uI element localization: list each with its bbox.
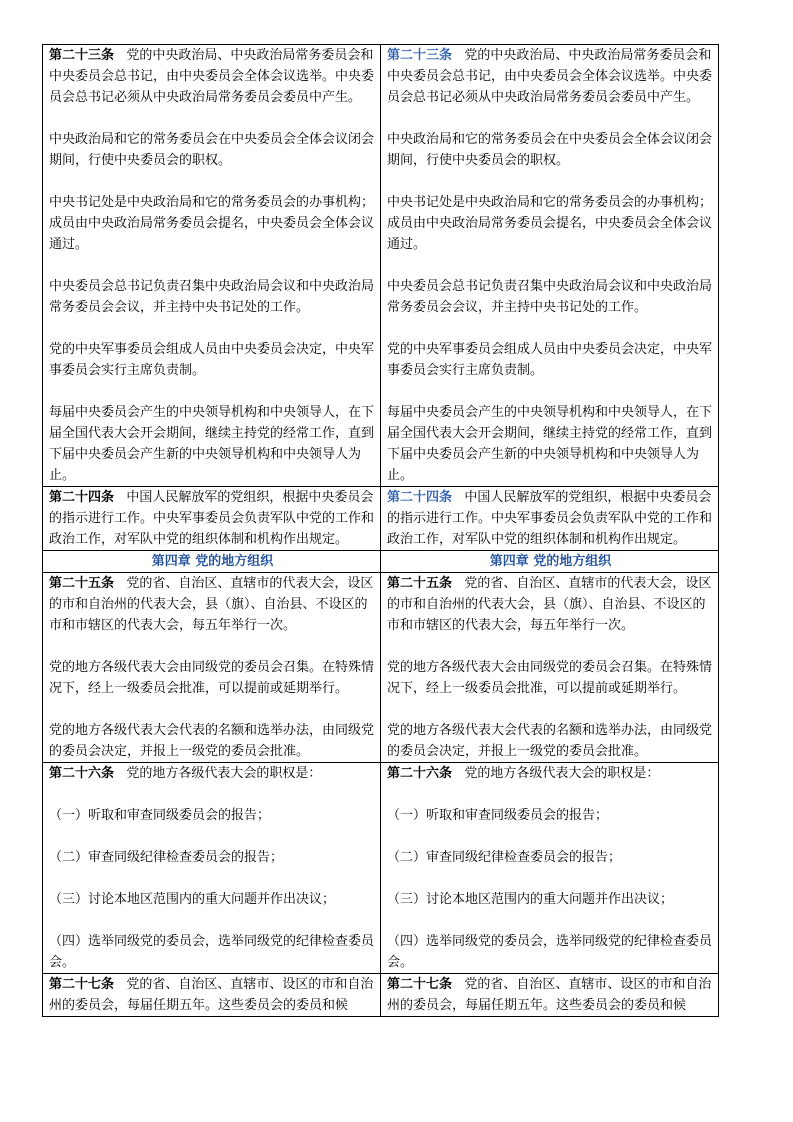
list-item: （四）选举同级党的委员会，选举同级党的纪律检查委员会。 xyxy=(387,934,713,970)
list-item: （一）听取和审查同级委员会的报告； xyxy=(387,808,609,823)
article-label: 第二十四条 xyxy=(387,490,453,505)
left-cell xyxy=(43,45,381,487)
article-label: 第二十七条 xyxy=(49,977,115,992)
article-paragraph: 中央政治局和它的常务委员会在中央委员会全体会议闭会期间，行使中央委员会的职权。 xyxy=(387,132,713,168)
article-paragraph: 党的地方各级代表大会代表的名额和选举办法，由同级党的委员会决定，并报上一级党的委员会批准。 xyxy=(387,723,713,759)
article-label: 第二十六条 xyxy=(387,766,453,781)
article-paragraph: 中央书记处是中央政治局和它的常务委员会的办事机构；成员由中央政治局常务委员会提名，中央委员会全体会议通过。 xyxy=(49,195,375,252)
article-paragraph: 中央委员会总书记负责召集中央政治局会议和中央政治局常务委员会会议，并主持中央书记处的工作。 xyxy=(387,279,713,315)
list-item: （三）讨论本地区范围内的重大问题并作出决议； xyxy=(49,892,336,907)
article-paragraph: 第二十七条 党的省、自治区、直辖市、设区的市和自治州的委员会，每届任期五年。这些委员会的委员和候 xyxy=(49,977,374,1013)
article-paragraph: 党的中央军事委员会组成人员由中央委员会决定，中央军事委员会实行主席负责制。 xyxy=(49,342,375,378)
article-paragraph: 第二十三条 党的中央政治局、中央政治局常务委员会和中央委员会总书记，由中央委员会全体会议选举。中央委员会总书记必须从中央政治局常务委员会委员中产生。 xyxy=(387,48,713,105)
article-paragraph: 每届中央委员会产生的中央领导机构和中央领导人，在下届全国代表大会开会期间，继续主持党的经常工作，直到下届中央委员会产生新的中央领导机构和中央领导人为止。 xyxy=(49,405,375,483)
right-cell xyxy=(381,487,719,551)
left-cell xyxy=(43,763,381,974)
article-paragraph: 中央书记处是中央政治局和它的常务委员会的办事机构；成员由中央政治局常务委员会提名，中央委员会全体会议通过。 xyxy=(387,195,713,252)
chapter-heading: 第四章 党的地方组织 xyxy=(381,551,719,573)
article-paragraph: 第二十七条 党的省、自治区、直辖市、设区的市和自治州的委员会，每届任期五年。这些委员会的委员和候 xyxy=(387,977,712,1013)
article-paragraph: 中央政治局和它的常务委员会在中央委员会全体会议闭会期间，行使中央委员会的职权。 xyxy=(49,132,375,168)
right-cell xyxy=(381,974,719,1017)
article-paragraph: 第二十四条 中国人民解放军的党组织，根据中央委员会的指示进行工作。中央军事委员会负责军队中党的工作和政治工作，对军队中党的组织体制和机构作出规定。 xyxy=(49,490,375,547)
article-paragraph: 第二十六条 党的地方各级代表大会的职权是： xyxy=(49,766,322,781)
table-row xyxy=(43,974,719,1017)
article-paragraph: 第二十三条 党的中央政治局、中央政治局常务委员会和中央委员会总书记，由中央委员会全体会议选举。中央委员会总书记必须从中央政治局常务委员会委员中产生。 xyxy=(49,48,375,105)
list-item: （二）审查同级纪律检查委员会的报告； xyxy=(387,850,622,865)
comparison-table xyxy=(42,44,719,1017)
table-row xyxy=(43,573,719,763)
article-label: 第二十三条 xyxy=(49,48,115,63)
article-label: 第二十七条 xyxy=(387,977,453,992)
article-paragraph: 每届中央委员会产生的中央领导机构和中央领导人，在下届全国代表大会开会期间，继续主持党的经常工作，直到下届中央委员会产生新的中央领导机构和中央领导人为止。 xyxy=(387,405,713,483)
table-row xyxy=(43,45,719,487)
article-label: 第二十五条 xyxy=(387,576,453,591)
list-item: （三）讨论本地区范围内的重大问题并作出决议； xyxy=(387,892,674,907)
right-cell xyxy=(381,763,719,974)
article-paragraph: 中央委员会总书记负责召集中央政治局会议和中央政治局常务委员会会议，并主持中央书记处的工作。 xyxy=(49,279,375,315)
list-item: （四）选举同级党的委员会，选举同级党的纪律检查委员会。 xyxy=(49,934,375,970)
list-item: （二）审查同级纪律检查委员会的报告； xyxy=(49,850,284,865)
article-paragraph: 第二十六条 党的地方各级代表大会的职权是： xyxy=(387,766,660,781)
article-paragraph: 党的地方各级代表大会由同级党的委员会召集。在特殊情况下，经上一级委员会批准，可以提前或延期举行。 xyxy=(49,660,375,696)
article-label: 第二十六条 xyxy=(49,766,115,781)
left-cell xyxy=(43,573,381,763)
article-paragraph: 党的中央军事委员会组成人员由中央委员会决定，中央军事委员会实行主席负责制。 xyxy=(387,342,713,378)
article-paragraph: 党的地方各级代表大会代表的名额和选举办法，由同级党的委员会决定，并报上一级党的委员会批准。 xyxy=(49,723,375,759)
article-paragraph: 党的地方各级代表大会由同级党的委员会召集。在特殊情况下，经上一级委员会批准，可以提前或延期举行。 xyxy=(387,660,713,696)
right-cell xyxy=(381,573,719,763)
table-row xyxy=(43,487,719,551)
article-paragraph: 第二十四条 中国人民解放军的党组织，根据中央委员会的指示进行工作。中央军事委员会负责军队中党的工作和政治工作，对军队中党的组织体制和机构作出规定。 xyxy=(387,490,713,547)
article-label: 第二十五条 xyxy=(49,576,115,591)
article-paragraph: 第二十五条 党的省、自治区、直辖市的代表大会，设区的市和自治州的代表大会，县（旗）、自治县、不设区的市和市辖区的代表大会，每五年举行一次。 xyxy=(387,576,712,633)
left-cell xyxy=(43,974,381,1017)
left-cell xyxy=(43,487,381,551)
list-item: （一）听取和审查同级委员会的报告； xyxy=(49,808,271,823)
table-row xyxy=(43,763,719,974)
article-label: 第二十四条 xyxy=(49,490,115,505)
chapter-row xyxy=(43,551,719,573)
article-label: 第二十三条 xyxy=(387,48,453,63)
chapter-heading: 第四章 党的地方组织 xyxy=(43,551,381,573)
article-paragraph: 第二十五条 党的省、自治区、直辖市的代表大会，设区的市和自治州的代表大会，县（旗）、自治县、不设区的市和市辖区的代表大会，每五年举行一次。 xyxy=(49,576,374,633)
right-cell xyxy=(381,45,719,487)
